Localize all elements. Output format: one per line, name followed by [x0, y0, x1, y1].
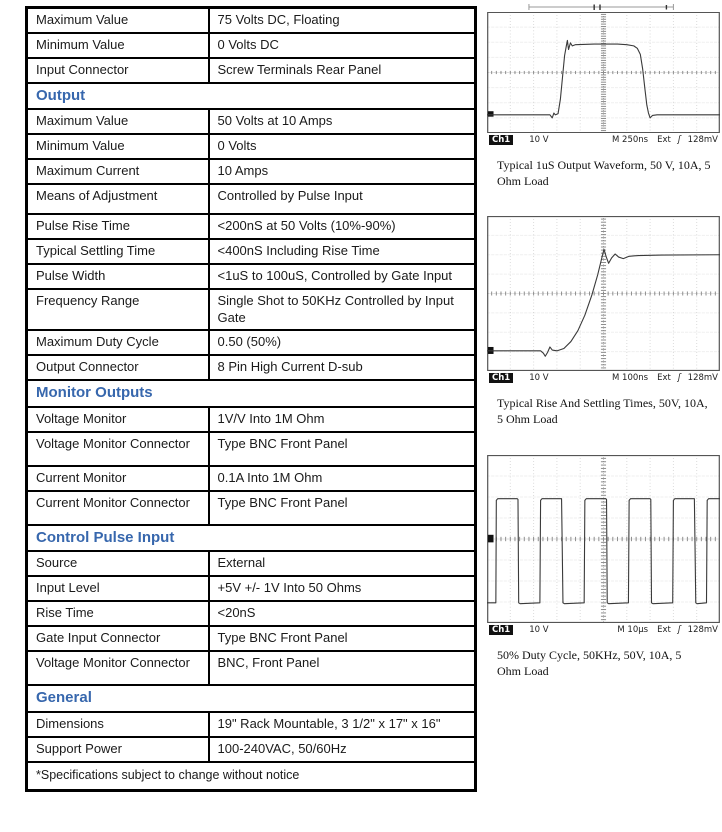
spec-value: Type BNC Front Panel	[209, 491, 476, 525]
spec-label: Current Monitor Connector	[27, 491, 209, 525]
spec-value: 10 Amps	[209, 159, 476, 184]
spec-value: 75 Volts DC, Floating	[209, 8, 476, 33]
section-row-monitor-outputs	[27, 380, 476, 407]
channel-badge: Ch1	[489, 373, 513, 383]
scope-graticule	[487, 216, 720, 371]
table-row	[27, 432, 476, 466]
oscilloscope-capture-3	[487, 455, 720, 679]
scope-column	[487, 0, 722, 832]
table-row	[27, 184, 476, 214]
spec-value: <400nS Including Rise Time	[209, 239, 476, 264]
table-row	[27, 134, 476, 159]
spec-value: External	[209, 551, 476, 576]
spec-label: Rise Time	[27, 601, 209, 626]
spec-value: Type BNC Front Panel	[209, 626, 476, 651]
spec-value: <20nS	[209, 601, 476, 626]
trigger-source: Ext	[657, 624, 671, 635]
spec-label: Gate Input Connector	[27, 626, 209, 651]
timebase: M 10µs	[617, 624, 649, 635]
spec-label: Output Connector	[27, 355, 209, 380]
scope-status-bar	[487, 133, 720, 146]
section-header: General	[27, 685, 476, 712]
section-row-general	[27, 685, 476, 712]
spec-label: Voltage Monitor Connector	[27, 651, 209, 685]
volts-per-div: 10 V	[529, 624, 549, 635]
section-row-control-pulse-input	[27, 525, 476, 552]
spec-value: 0.50 (50%)	[209, 330, 476, 355]
trigger-slope-icon: ʃ	[677, 134, 681, 145]
trigger-source: Ext	[657, 372, 671, 383]
spec-table	[25, 6, 477, 792]
scope-caption: Typical 1uS Output Waveform, 50 V, 10A, 5 Ohm Load	[497, 158, 711, 189]
timebase: M 250ns	[612, 134, 649, 145]
spec-label: Typical Settling Time	[27, 239, 209, 264]
table-row	[27, 407, 476, 432]
channel-badge: Ch1	[489, 135, 513, 145]
spec-label: Support Power	[27, 737, 209, 762]
trigger-slope-icon: ʃ	[677, 624, 681, 635]
spec-value: 0 Volts DC	[209, 33, 476, 58]
table-row	[27, 466, 476, 491]
table-row	[27, 33, 476, 58]
spec-label: Means of Adjustment	[27, 184, 209, 214]
oscilloscope-capture-2	[487, 216, 720, 427]
table-row	[27, 239, 476, 264]
table-row	[27, 214, 476, 239]
spec-label: Maximum Current	[27, 159, 209, 184]
spec-label: Source	[27, 551, 209, 576]
table-row	[27, 601, 476, 626]
footnote: *Specifications subject to change without notice	[27, 762, 476, 790]
spec-value: +5V +/- 1V Into 50 Ohms	[209, 576, 476, 601]
volts-per-div: 10 V	[529, 134, 549, 145]
footnote-row	[27, 762, 476, 790]
ground-marker	[488, 111, 494, 116]
trigger-level: 128mV	[687, 372, 718, 383]
oscilloscope-capture-1	[487, 3, 720, 189]
spec-label: Maximum Value	[27, 8, 209, 33]
acquisition-window-bracket	[487, 3, 720, 12]
ground-marker	[488, 535, 494, 543]
scope-status-bar	[487, 371, 720, 384]
spec-label: Input Level	[27, 576, 209, 601]
spec-value: 1V/V Into 1M Ohm	[209, 407, 476, 432]
section-header: Monitor Outputs	[27, 380, 476, 407]
table-row	[27, 737, 476, 762]
table-row	[27, 109, 476, 134]
table-row	[27, 626, 476, 651]
trigger-level: 128mV	[687, 134, 718, 145]
table-row	[27, 289, 476, 330]
volts-per-div: 10 V	[529, 372, 549, 383]
spec-label: Minimum Value	[27, 33, 209, 58]
spec-label: Dimensions	[27, 712, 209, 737]
table-row	[27, 264, 476, 289]
scope-caption: Typical Rise And Settling Times, 50V, 10A, 5 Ohm Load	[497, 396, 708, 427]
channel-badge: Ch1	[489, 625, 513, 635]
table-row	[27, 159, 476, 184]
spec-value: <200nS at 50 Volts (10%-90%)	[209, 214, 476, 239]
spec-label: Frequency Range	[27, 289, 209, 330]
timebase: M 100ns	[612, 372, 649, 383]
table-row	[27, 355, 476, 380]
table-row	[27, 491, 476, 525]
spec-label: Minimum Value	[27, 134, 209, 159]
table-row	[27, 8, 476, 33]
spec-value: Controlled by Pulse Input	[209, 184, 476, 214]
spec-label: Voltage Monitor Connector	[27, 432, 209, 466]
spec-label: Voltage Monitor	[27, 407, 209, 432]
spec-value: 100-240VAC, 50/60Hz	[209, 737, 476, 762]
spec-value: Single Shot to 50KHz Controlled by Input Gate	[209, 289, 476, 330]
spec-value: 0 Volts	[209, 134, 476, 159]
trigger-level: 128mV	[687, 624, 718, 635]
spec-value: 0.1A Into 1M Ohm	[209, 466, 476, 491]
scope-graticule	[487, 12, 720, 133]
spec-value: Screw Terminals Rear Panel	[209, 58, 476, 83]
table-row	[27, 551, 476, 576]
spec-label: Current Monitor	[27, 466, 209, 491]
table-row	[27, 576, 476, 601]
scope-status-bar	[487, 623, 720, 636]
spec-value: Type BNC Front Panel	[209, 432, 476, 466]
table-row	[27, 712, 476, 737]
table-row	[27, 330, 476, 355]
spec-value: 50 Volts at 10 Amps	[209, 109, 476, 134]
scope-graticule	[487, 455, 720, 623]
spec-value: 19" Rack Mountable, 3 1/2" x 17" x 16"	[209, 712, 476, 737]
trigger-source: Ext	[657, 134, 671, 145]
scope-caption: 50% Duty Cycle, 50KHz, 50V, 10A, 5 Ohm Load	[497, 648, 682, 679]
table-row	[27, 651, 476, 685]
spec-value: <1uS to 100uS, Controlled by Gate Input	[209, 264, 476, 289]
spec-label: Pulse Width	[27, 264, 209, 289]
spec-label: Pulse Rise Time	[27, 214, 209, 239]
section-row-output	[27, 83, 476, 110]
spec-value: BNC, Front Panel	[209, 651, 476, 685]
section-header: Control Pulse Input	[27, 525, 476, 552]
spec-label: Maximum Value	[27, 109, 209, 134]
spec-label: Input Connector	[27, 58, 209, 83]
spec-label: Maximum Duty Cycle	[27, 330, 209, 355]
table-row	[27, 58, 476, 83]
trigger-slope-icon: ʃ	[677, 372, 681, 383]
spec-value: 8 Pin High Current D-sub	[209, 355, 476, 380]
section-header: Output	[27, 83, 476, 110]
